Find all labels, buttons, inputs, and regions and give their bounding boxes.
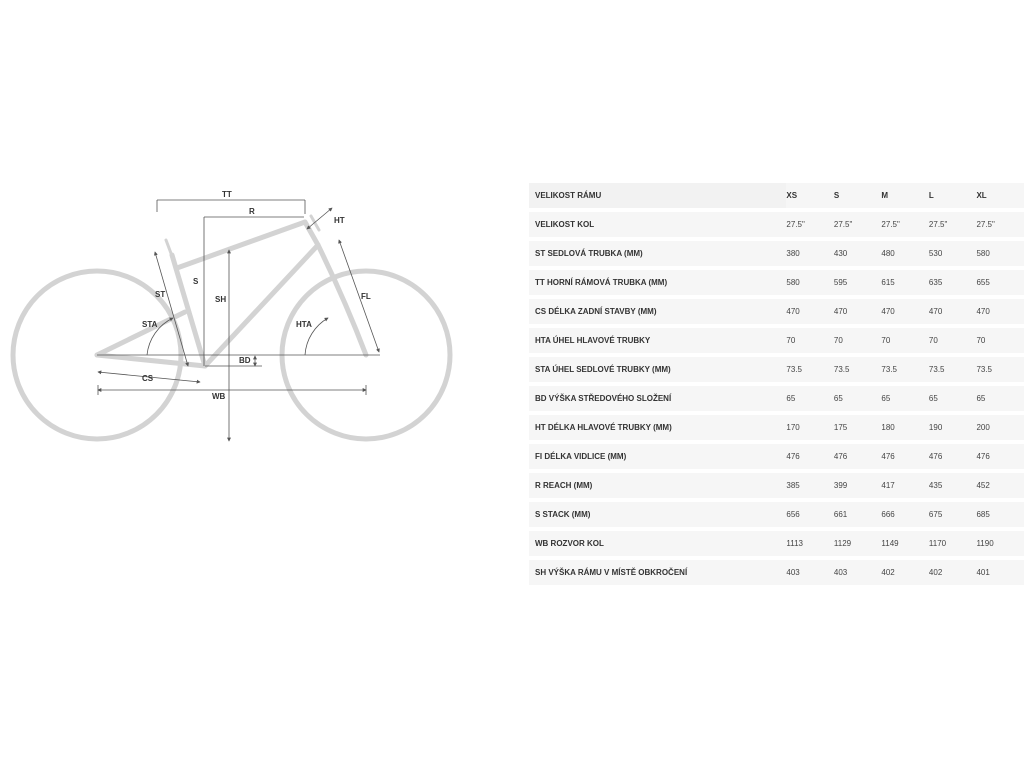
row-value: 580 bbox=[976, 241, 1024, 266]
table-row bbox=[529, 299, 1024, 324]
row-value: 200 bbox=[976, 415, 1024, 440]
table-row bbox=[529, 328, 1024, 353]
row-value: 385 bbox=[786, 473, 834, 498]
row-value: 73.5 bbox=[881, 357, 929, 382]
table-row bbox=[529, 502, 1024, 527]
row-label: FI DÉLKA VIDLICE (MM) bbox=[529, 444, 786, 469]
row-value: 1149 bbox=[881, 531, 929, 556]
row-value: 580 bbox=[786, 270, 834, 295]
size-l: L bbox=[929, 183, 977, 208]
table-row bbox=[529, 386, 1024, 411]
row-label: HTA ÚHEL HLAVOVÉ TRUBKY bbox=[529, 328, 786, 353]
row-value: 399 bbox=[834, 473, 882, 498]
sta-label: STA bbox=[142, 320, 158, 329]
row-value: 635 bbox=[929, 270, 977, 295]
ht-label: HT bbox=[334, 216, 345, 225]
table-row bbox=[529, 212, 1024, 237]
bike-frame bbox=[97, 216, 366, 366]
row-value: 70 bbox=[786, 328, 834, 353]
s-label: S bbox=[193, 277, 199, 286]
dimension-lines bbox=[97, 200, 380, 441]
row-label: CS DÉLKA ZADNÍ STAVBY (MM) bbox=[529, 299, 786, 324]
row-value: 430 bbox=[834, 241, 882, 266]
row-value: 1113 bbox=[786, 531, 834, 556]
st-label: ST bbox=[155, 290, 166, 299]
row-value: 402 bbox=[929, 560, 977, 585]
row-value: 27.5" bbox=[786, 212, 834, 237]
row-value: 476 bbox=[786, 444, 834, 469]
table-row bbox=[529, 444, 1024, 469]
row-value: 402 bbox=[881, 560, 929, 585]
table-row bbox=[529, 560, 1024, 585]
table-header-row bbox=[529, 183, 1024, 208]
geometry-table-body bbox=[529, 183, 1024, 585]
bd-label: BD bbox=[239, 356, 251, 365]
row-value: 417 bbox=[881, 473, 929, 498]
row-value: 73.5 bbox=[834, 357, 882, 382]
row-label: HT DÉLKA HLAVOVÉ TRUBKY (MM) bbox=[529, 415, 786, 440]
row-value: 70 bbox=[834, 328, 882, 353]
row-value: 655 bbox=[976, 270, 1024, 295]
row-value: 73.5 bbox=[929, 357, 977, 382]
row-value: 470 bbox=[881, 299, 929, 324]
row-value: 190 bbox=[929, 415, 977, 440]
row-value: 476 bbox=[834, 444, 882, 469]
row-value: 1190 bbox=[976, 531, 1024, 556]
wb-label: WB bbox=[212, 392, 226, 401]
row-label: ST SEDLOVÁ TRUBKA (MM) bbox=[529, 241, 786, 266]
tt-label: TT bbox=[222, 190, 232, 199]
row-value: 70 bbox=[881, 328, 929, 353]
row-value: 70 bbox=[929, 328, 977, 353]
row-label: WB ROZVOR KOL bbox=[529, 531, 786, 556]
row-value: 65 bbox=[929, 386, 977, 411]
row-label: TT HORNÍ RÁMOVÁ TRUBKA (MM) bbox=[529, 270, 786, 295]
row-value: 470 bbox=[834, 299, 882, 324]
row-value: 1170 bbox=[929, 531, 977, 556]
geometry-table bbox=[529, 179, 1024, 589]
size-s: S bbox=[834, 183, 882, 208]
row-value: 480 bbox=[881, 241, 929, 266]
table-row bbox=[529, 415, 1024, 440]
size-m: M bbox=[881, 183, 929, 208]
table-row bbox=[529, 531, 1024, 556]
row-value: 595 bbox=[834, 270, 882, 295]
row-value: 615 bbox=[881, 270, 929, 295]
fl-label: FL bbox=[361, 292, 371, 301]
row-value: 435 bbox=[929, 473, 977, 498]
row-value: 1129 bbox=[834, 531, 882, 556]
row-value: 476 bbox=[976, 444, 1024, 469]
table-row bbox=[529, 357, 1024, 382]
table-row bbox=[529, 241, 1024, 266]
row-label: R REACH (MM) bbox=[529, 473, 786, 498]
row-value: 27.5" bbox=[881, 212, 929, 237]
row-value: 401 bbox=[976, 560, 1024, 585]
row-value: 73.5 bbox=[976, 357, 1024, 382]
table-row bbox=[529, 270, 1024, 295]
row-value: 73.5 bbox=[786, 357, 834, 382]
row-value: 180 bbox=[881, 415, 929, 440]
table-row bbox=[529, 473, 1024, 498]
row-value: 70 bbox=[976, 328, 1024, 353]
row-value: 452 bbox=[976, 473, 1024, 498]
row-value: 27.5" bbox=[976, 212, 1024, 237]
row-value: 170 bbox=[786, 415, 834, 440]
row-label: BD VÝŠKA STŘEDOVÉHO SLOŽENÍ bbox=[529, 386, 786, 411]
row-label: STA ÚHEL SEDLOVÉ TRUBKY (MM) bbox=[529, 357, 786, 382]
row-label: VELIKOST KOL bbox=[529, 212, 786, 237]
row-value: 27.5" bbox=[834, 212, 882, 237]
row-value: 666 bbox=[881, 502, 929, 527]
row-value: 470 bbox=[786, 299, 834, 324]
row-value: 65 bbox=[881, 386, 929, 411]
size-xs: XS bbox=[786, 183, 834, 208]
row-value: 675 bbox=[929, 502, 977, 527]
row-label: S STACK (MM) bbox=[529, 502, 786, 527]
row-value: 470 bbox=[929, 299, 977, 324]
sh-label: SH bbox=[215, 295, 227, 304]
cs-label: CS bbox=[142, 374, 154, 383]
row-value: 403 bbox=[786, 560, 834, 585]
row-value: 476 bbox=[929, 444, 977, 469]
hta-label: HTA bbox=[296, 320, 312, 329]
row-value: 65 bbox=[786, 386, 834, 411]
bike-geometry-diagram bbox=[0, 170, 470, 460]
row-value: 476 bbox=[881, 444, 929, 469]
row-label: SH VÝŠKA RÁMU V MÍSTĚ OBKROČENÍ bbox=[529, 560, 786, 585]
row-value: 530 bbox=[929, 241, 977, 266]
size-xl: XL bbox=[976, 183, 1024, 208]
row-value: 470 bbox=[976, 299, 1024, 324]
r-label: R bbox=[249, 207, 255, 216]
row-value: 65 bbox=[834, 386, 882, 411]
row-value: 656 bbox=[786, 502, 834, 527]
row-value: 403 bbox=[834, 560, 882, 585]
header-label: VELIKOST RÁMU bbox=[529, 183, 786, 208]
row-value: 27.5" bbox=[929, 212, 977, 237]
row-value: 685 bbox=[976, 502, 1024, 527]
row-value: 65 bbox=[976, 386, 1024, 411]
row-value: 175 bbox=[834, 415, 882, 440]
row-value: 661 bbox=[834, 502, 882, 527]
row-value: 380 bbox=[786, 241, 834, 266]
